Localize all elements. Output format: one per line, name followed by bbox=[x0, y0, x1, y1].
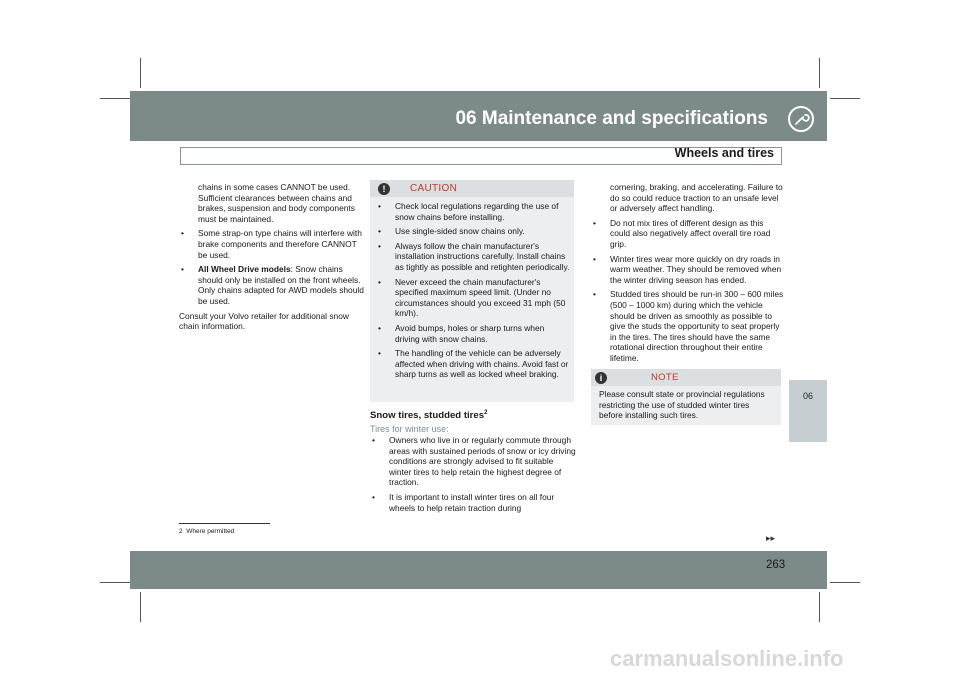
page-number: 263 bbox=[766, 559, 786, 571]
closing-text: Consult your Volvo retailer for additional snow chain information. bbox=[179, 310, 349, 332]
footer-band bbox=[130, 551, 827, 589]
continue-arrows-icon: ▸▸ bbox=[766, 533, 776, 543]
list-item-text: Some strap-on type chains will interfere with brake components and therefore CANNOT be used. bbox=[198, 228, 362, 260]
crop-mark bbox=[140, 58, 141, 88]
list-item: • Some strap-on type chains will interfere with brake components and therefore CANNOT be used. bbox=[181, 228, 362, 260]
list-item: • Studded tires should be run-in 300 – 600 miles (500 – 1000 km) during which the vehicle should be driven as smoothly as possible to give the studs the opportunity to seat properly in the tires. The tires should have the same rotational direction throughout their entire lifetime. bbox=[593, 289, 784, 363]
list-item-text: Owners who live in or regularly commute through areas with sustained periods of snow or icy driving conditions are strongly advised to fit suitable winter tires to help retain the highest degree of traction. bbox=[389, 435, 576, 488]
list-item: • Check local regulations regarding the use of snow chains before installing. bbox=[378, 201, 559, 222]
list-item: • The handling of the vehicle can be adversely affected when driving with chains. Avoid fast or sharp turns as well as locked wheel braking. bbox=[378, 348, 569, 380]
list-item-text: Never exceed the chain manufacturer's specified maximum speed limit. (Under no circumstances should you exceed 31 mph (50 km/h). bbox=[395, 276, 566, 319]
caution-header bbox=[370, 180, 574, 197]
info-icon: i bbox=[595, 372, 607, 384]
crop-mark bbox=[819, 592, 820, 622]
list-item-text: Studded tires should be run-in 300 – 600 miles (500 – 1000 km) during which the vehicle should be driven as smoothly as possible to give the studs the opportunity to seat properly in the tires. The tires should have the same rotational direction throughout their entire lifetime. bbox=[610, 289, 784, 363]
list-item: • Owners who live in or regularly commute through areas with sustained periods of snow or icy driving conditions are strongly advised to fit suitable winter tires to help retain the highest degree of traction. bbox=[372, 435, 576, 488]
crop-mark bbox=[100, 582, 130, 583]
list-item: • Winter tires wear more quickly on dry roads in warm weather. They should be removed when the winter driving season has ended. bbox=[593, 253, 782, 285]
list-item: • Never exceed the chain manufacturer's specified maximum speed limit. (Under no circumstances should you exceed 31 mph (50 km/h). bbox=[378, 276, 566, 319]
crop-mark bbox=[819, 58, 820, 88]
caution-list bbox=[376, 201, 570, 384]
section-title: Wheels and tires bbox=[674, 146, 774, 160]
list-item-text: Check local regulations regarding the use of snow chains before installing. bbox=[395, 201, 559, 222]
note-text: Please consult state or provincial regulations restricting the use of studded winter tires before installing such tires. bbox=[599, 389, 765, 421]
note-header bbox=[591, 369, 781, 386]
list-item: • Avoid bumps, holes or sharp turns when driving with snow chains. bbox=[378, 322, 545, 344]
warning-icon: ! bbox=[378, 183, 390, 195]
left-column bbox=[179, 182, 367, 332]
footnote-divider bbox=[179, 523, 270, 524]
crop-mark bbox=[100, 98, 130, 99]
crop-mark bbox=[830, 582, 860, 583]
note-title: NOTE bbox=[651, 372, 679, 383]
list-item: • Do not mix tires of different design as this could also negatively affect overall tire road grip. bbox=[593, 217, 771, 249]
list-item: • Use single-sided snow chains only. bbox=[378, 226, 525, 237]
footnote-number: 2 bbox=[179, 528, 183, 535]
intro-text: chains in some cases CANNOT be used. Sufficient clearances between chains and brakes, suspension and body components must be maintained. bbox=[198, 182, 355, 224]
list-item-text: Always follow the chain manufacturer's installation instructions carefully. Install chains as tightly as possible and retighten periodically. bbox=[395, 240, 570, 272]
list-item-text: : Snow chains should only be installed on the front wheels. Only chains adapted for AWD models should be used. bbox=[198, 264, 364, 306]
section-heading bbox=[370, 410, 487, 421]
list-item-text: It is important to install winter tires on all four wheels to help retain traction during bbox=[389, 491, 555, 513]
continuation-text: cornering, braking, and accelerating. Failure to do so could reduce traction to an unsafe level or adversely affect handling. bbox=[610, 182, 783, 214]
chapter-title: 06 Maintenance and specifications bbox=[455, 108, 768, 129]
list-item-text: Do not mix tires of different design as this could also negatively affect overall tire road grip. bbox=[610, 217, 771, 249]
list-item-text: Avoid bumps, holes or sharp turns when driving with snow chains. bbox=[395, 322, 545, 344]
wrench-icon bbox=[788, 106, 814, 132]
crop-mark bbox=[140, 592, 141, 622]
chapter-tab-label: 06 bbox=[802, 391, 813, 401]
list-item: • Always follow the chain manufacturer's installation instructions carefully. Install chains as tightly as possible and retighten periodically. bbox=[378, 240, 570, 272]
right-column bbox=[591, 182, 785, 368]
list-item-text: The handling of the vehicle can be adversely affected when driving with chains. Avoid fast or sharp turns as well as locked wheel braking. bbox=[395, 348, 569, 380]
winter-tires-list bbox=[370, 435, 576, 517]
crop-mark bbox=[830, 98, 860, 99]
subheading: Tires for winter use: bbox=[370, 424, 449, 434]
list-item-text: Winter tires wear more quickly on dry roads in warm weather. They should be removed when the winter driving season has ended. bbox=[610, 253, 782, 285]
awd-label: All Wheel Drive models bbox=[198, 264, 291, 275]
chapter-tab bbox=[789, 380, 827, 442]
footnote bbox=[179, 528, 234, 535]
footnote-text: Where permitted bbox=[186, 528, 235, 535]
watermark: carmanualsonline.info bbox=[610, 646, 844, 671]
caution-title: CAUTION bbox=[410, 183, 458, 194]
list-item: • It is important to install winter tires on all four wheels to help retain traction during bbox=[372, 491, 555, 513]
note-box bbox=[591, 369, 781, 425]
section-heading-text: Snow tires, studded tires bbox=[370, 410, 485, 422]
footnote-ref: 2 bbox=[484, 410, 488, 416]
list-item: • All Wheel Drive models: Snow chains should only be installed on the front wheels. Only chains adapted for AWD models should be used. bbox=[181, 264, 364, 306]
caution-box bbox=[370, 180, 574, 402]
list-item-text: Use single-sided snow chains only. bbox=[395, 226, 525, 237]
